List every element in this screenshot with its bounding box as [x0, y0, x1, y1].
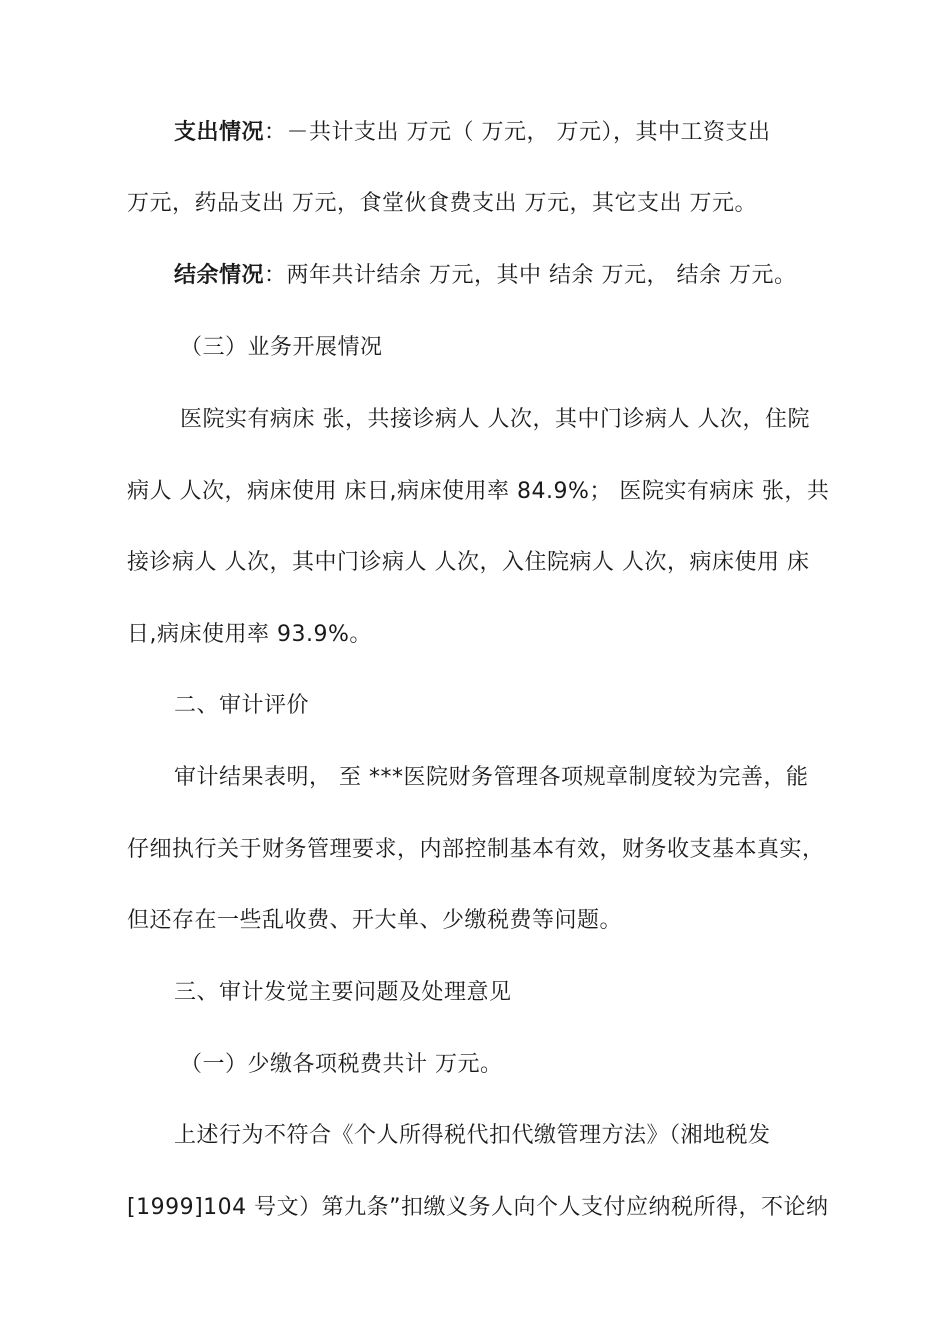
- text-line: 医院实有病床 张，共接诊病人 人次，其中门诊病人 人次，住院: [180, 407, 810, 432]
- text-line: 日,病床使用率 93.9%。: [127, 622, 372, 647]
- text-line: 病人 人次，病床使用 床日,病床使用率 84.9%； 医院实有病床 张，共: [127, 479, 830, 504]
- section-heading-audit-evaluation: 二、审计评价: [174, 693, 310, 718]
- text-line: [1999]104 号文）第九条”扣缴义务人向个人支付应纳税所得，不论纳: [127, 1195, 829, 1220]
- text-line: 上述行为不符合《个人所得税代扣代缴管理方法》（湘地税发: [174, 1123, 771, 1148]
- paragraph-expenditure: [174, 118, 771, 148]
- surplus-text: ：两年共计结余 万元，其中 结余 万元， 结余 万元。: [264, 263, 797, 288]
- paragraph-surplus: [174, 261, 796, 291]
- surplus-heading: 结余情况: [174, 263, 265, 288]
- text-line: 接诊病人 人次，其中门诊病人 人次，入住院病人 人次，病床使用 床: [127, 550, 810, 575]
- subsection-heading-taxes: （一）少缴各项税费共计 万元。: [180, 1052, 503, 1077]
- section-heading-audit-findings: 三、审计发觉主要问题及处理意见: [174, 980, 512, 1005]
- expenditure-heading: 支出情况: [174, 120, 265, 145]
- text-line: 万元，药品支出 万元，食堂伙食费支出 万元，其它支出 万元。: [127, 191, 757, 216]
- text-line: 但还存在一些乱收费、开大单、少缴税费等问题。: [127, 908, 623, 933]
- expenditure-text: ：－共计支出 万元（ 万元， 万元），其中工资支出: [264, 120, 771, 145]
- section-heading-business: （三）业务开展情况: [180, 335, 383, 360]
- text-line: 仔细执行关于财务管理要求，内部控制基本有效，财务收支基本真实，: [127, 837, 825, 862]
- text-line: 审计结果表明， 至 ***医院财务管理各项规章制度较为完善，能: [174, 765, 809, 790]
